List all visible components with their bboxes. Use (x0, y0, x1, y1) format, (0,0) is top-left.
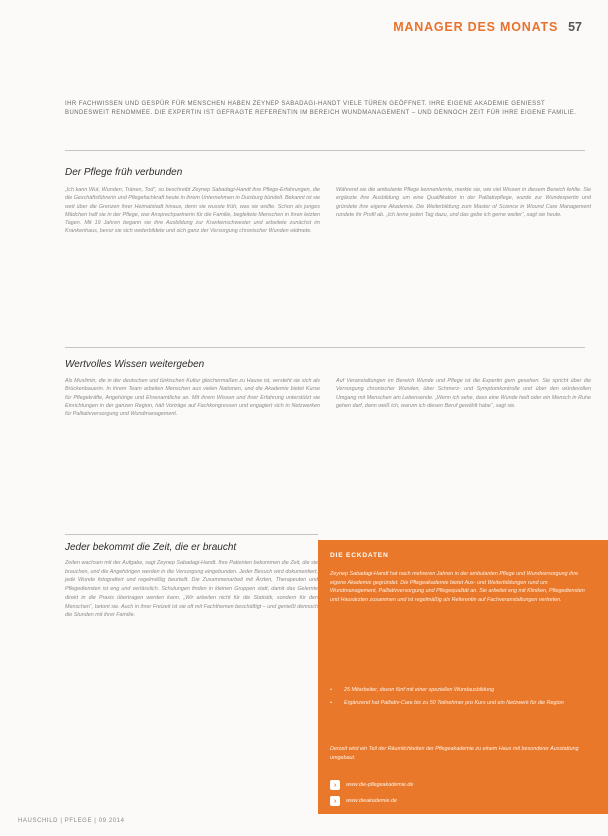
divider (65, 534, 318, 535)
lead-paragraph: IHR FACHWISSEN UND GESPÜR FÜR MENSCHEN HABEN ZEYNEP SABADAGI-HANDT VIELE TÜREN GEÖFFNET. IHRE EIGENE AKADEMIE GENIESST BUNDESWEIT RENOMMEE. DIE EXPERTIN IST GEFRAGTE REFERENTIN IM BEREICH WUNDMANAGEMENT – UND DENNOCH ZEIT FÜR IHRE EIGENE FAMILIE. (65, 101, 577, 116)
link-text[interactable]: www.dieakademie.de (346, 798, 397, 804)
info-box-list (330, 686, 592, 711)
text-column-left: Als Muslimin, die in der deutschen und türkischen Kultur gleichermaßen zu Hause ist, versteht sie sich als Brückenbauerin. In ihrem Team arbeiten Menschen aus vielen Nationen, und die Akademie bietet Kurse für Pflegekräfte, Angehörige und Ehrenamtliche an. Mit ihrem Wissen und ihrer Erfahrung unterstützt sie Einrichtungen in der ganzen Region, hält Vorträge auf Fachkongressen und engagiert sich in Netzwerken für Palliativversorgung und Wundmanagement. (65, 378, 320, 418)
divider (65, 347, 585, 348)
text-column-right: Auf Veranstaltungen im Bereich Wunde und Pflege ist die Expertin gern gesehen. Sie spricht über die Versorgung chronischer Wunden, über Schmerz- und Symptomkontrolle und über den würdevollen Umgang mit Menschen am Lebensende. „Wenn ich sehe, dass eine Wunde heilt oder ein Mensch in Ruhe gehen darf, dann weiß ich, warum ich diesen Beruf gewählt habe“, sagt sie. (336, 378, 591, 409)
section-title: MANAGER DES MONATS (393, 20, 559, 34)
bullet-icon: • (330, 687, 332, 693)
bullet-icon: • (330, 699, 332, 706)
website-link[interactable] (330, 796, 397, 806)
section-heading: Wertvolles Wissen weitergeben (65, 359, 205, 370)
arrow-icon: › (330, 780, 340, 790)
two-column-text (65, 186, 591, 236)
text-column-bottom: Zeiten wachsen mit der Aufgabe, sagt Zeynep Sabadagi-Handt. Ihre Patienten bekommen die Zeit, die sie brauchen, und die Angehörigen werden in die Versorgung eingebunden. Jeder Besuch wird dokumentiert, jede Wunde fotografiert und regelmäßig beurteilt. Die Zusammenarbeit mit Ärzten, Therapeuten und Pflegediensten ist eng und verlässlich. Schulungen finden in kleinen Gruppen statt, damit das Gelernte direkt in die Praxis übertragen werden kann. „Wir arbeiten nicht für die Statistik, sondern für den Menschen“, betont sie. Auch in ihrer Freizeit ist sie oft mit Fachthemen beschäftigt – und genießt dennoch die Stunden mit ihrer Familie. (65, 560, 318, 619)
section-heading: Jeder bekommt die Zeit, die er braucht (65, 542, 237, 553)
text-column-left: „Ich kann Wut, Wunden, Tränen, Tod“, so beschreibt Zeynep Sabadagi-Handt ihre Pflege-Erfahrungen, die die Geschäftsführerin und Pflegefachkraft heute in ihrem Unternehmen in Duisburg bündelt. Bekannt ist sie weit über die Grenzen ihrer Heimatstadt hinaus, denn sie wusste früh, was sie wollte. Schon als junges Mädchen half sie in der Pflege, war Ansprechpartnerin für die Familie, begleitete Menschen in ihren letzten Tagen. Mit 19 Jahren begann sie ihre Ausbildung zur Krankenschwester und arbeitete zunächst im Krankenhaus, bevor sie sich weiterbildete und sich ganz der Versorgung chronischer Wunden widmete. (65, 187, 321, 235)
list-item (330, 686, 592, 695)
website-link[interactable] (330, 780, 413, 790)
info-box-intro: Zeynep Sabadagi-Handt hat nach mehreren Jahren in der ambulanten Pflege und Wundversorgung ihre eigene Akademie gegründet. Die Pflegeakademie bietet Aus- und Weiterbildungen rund um Wundmanagement, Palliativversorgung und Pflegequalität an. Sie arbeitet eng mit Kliniken, Pflegediensten und Hausärzten zusammen und ist regelmäßig als Referentin auf Fachveranstaltungen vertreten. (330, 571, 585, 604)
link-text[interactable]: www.die-pflegeakademie.de (346, 782, 414, 788)
page-footer: HAUSCHILD | PFLEGE | 09 2014 (18, 818, 125, 824)
divider (65, 150, 585, 151)
page-header (393, 20, 582, 34)
list-item-text: 25 Mitarbeiter, davon fünf mit einer speziellen Wundausbildung (344, 687, 495, 693)
section-heading: Der Pflege früh verbunden (65, 167, 183, 178)
info-box-title: DIE ECKDATEN (330, 552, 389, 559)
info-box (318, 540, 608, 814)
two-column-text (65, 377, 591, 418)
list-item (330, 699, 592, 708)
text-column-right: Während sie die ambulante Pflege kennenlernte, merkte sie, wie viel Wissen in diesem Bereich fehlte. Sie ergänzte ihre Ausbildung um eine Qualifikation in der Palliativpflege, wurde zur Wundexpertin und gründete ihre eigene Akademie. Die Weiterbildung zum Master of Science in Wound Care Management rundete ihr Profil ab. „Ich lerne jeden Tag dazu, und das gebe ich gerne weiter“, sagt sie heute. (336, 187, 591, 218)
page-number: 57 (568, 20, 582, 34)
arrow-icon: › (330, 796, 340, 806)
info-box-outro: Derzeit wird ein Teil der Räumlichkeiten der Pflegeakademie zu einem Haus mit besonderer Ausstattung umgebaut. (330, 746, 579, 761)
list-item-text: Ergänzend hat Palliativ-Care bis zu 50 Teilnehmer pro Kurs und ein Netzwerk für die Region (344, 699, 564, 706)
